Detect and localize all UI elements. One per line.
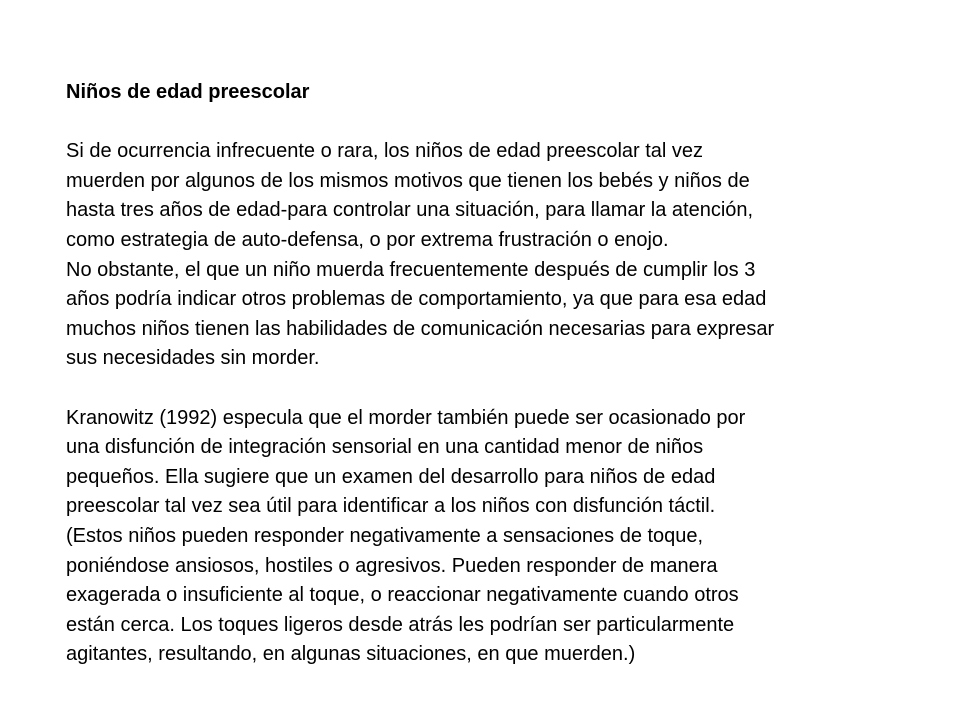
text-line: una disfunción de integración sensorial en una cantidad menor de niños: [66, 436, 704, 459]
text-line: hasta tres años de edad-para controlar una situación, para llamar la atención,: [66, 199, 754, 222]
text-line: muerden por algunos de los mismos motivos que tienen los bebés y niños de: [66, 169, 750, 192]
text-line: agitantes, resultando, en algunas situaciones, en que muerden.): [66, 643, 636, 666]
text-line: están cerca. Los toques ligeros desde atrás les podrían ser particularmente: [66, 613, 735, 636]
text-line: pequeños. Ella sugiere que un examen del desarrollo para niños de edad: [66, 465, 716, 488]
text-line: preescolar tal vez sea útil para identificar a los niños con disfunción táctil.: [66, 495, 716, 518]
section-title: Niños de edad preescolar: [66, 81, 310, 103]
spacer: [66, 374, 936, 404]
text-line: sus necesidades sin morder.: [66, 347, 320, 370]
text-line: años podría indicar otros problemas de comportamiento, ya que para esa edad: [66, 288, 767, 311]
paragraph-1: [66, 137, 936, 255]
text-line: Kranowitz (1992) especula que el morder también puede ser ocasionado por: [66, 406, 746, 429]
text-line: muchos niños tienen las habilidades de comunicación necesarias para expresar: [66, 317, 775, 340]
spacer: [66, 108, 936, 138]
paragraph-2: [66, 256, 936, 374]
text-line: exagerada o insuficiente al toque, o reaccionar negativamente cuando otros: [66, 584, 739, 607]
text-line: No obstante, el que un niño muerda frecuentemente después de cumplir los 3: [66, 258, 756, 281]
text-body: [66, 78, 936, 670]
paragraph-3: [66, 404, 936, 670]
text-line: Si de ocurrencia infrecuente o rara, los niños de edad preescolar tal vez: [66, 140, 704, 163]
text-line: poniéndose ansiosos, hostiles o agresivos. Pueden responder de manera: [66, 554, 718, 577]
text-line: como estrategia de auto-defensa, o por extrema frustración o enojo.: [66, 228, 669, 251]
text-line: (Estos niños pueden responder negativamente a sensaciones de toque,: [66, 524, 704, 547]
